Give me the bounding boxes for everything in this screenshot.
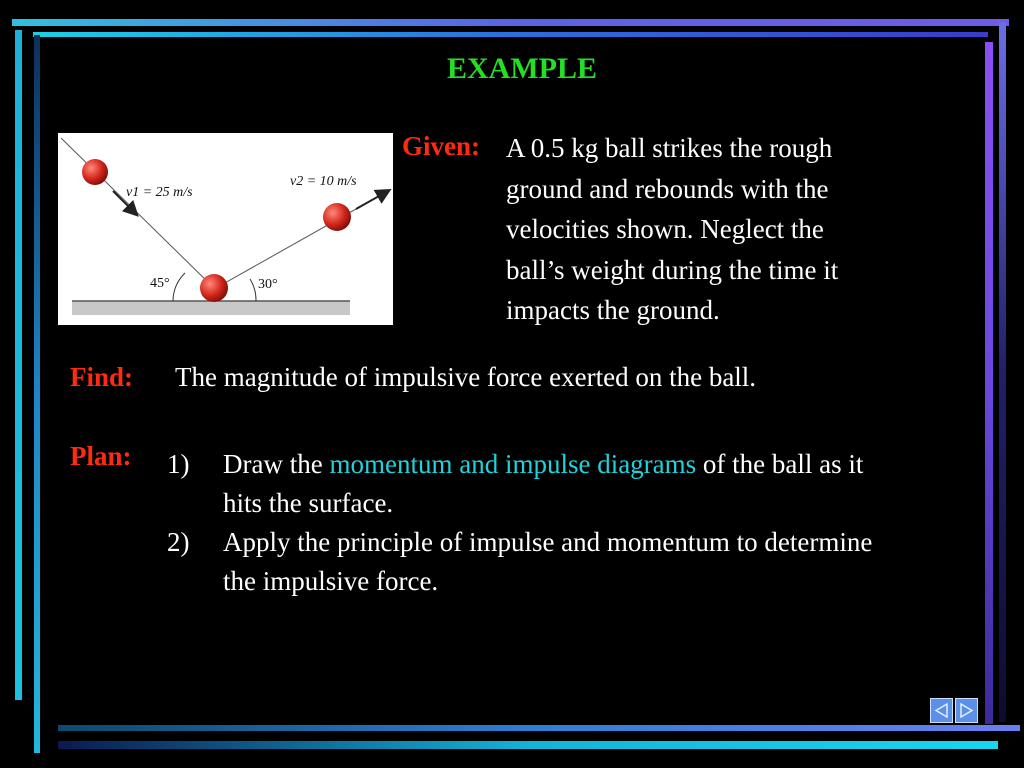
angle-30-label: 30° [258,277,278,292]
right-triangle-icon [958,702,975,719]
angle-arc-30 [250,279,256,301]
plan-item-1 [167,445,907,523]
plan-item-highlight: momentum and impulse diagrams [329,449,697,479]
given-line: velocities shown. Neglect the [506,214,824,244]
ball-rebound [323,203,351,231]
frame-bottom-inner-bar [58,741,998,749]
frame-left-inner-bar [34,35,40,753]
frame-left-bar [15,30,22,700]
frame-right-outer-bar [999,22,1006,722]
angle-arc-45 [173,273,185,301]
v2-arrow [356,191,388,209]
ball-rebound-figure [58,133,393,325]
plan-item-2 [167,523,907,601]
given-line: ball’s weight during the time it [506,254,839,285]
given-line: A 0.5 kg ball strikes the rough [506,133,833,163]
slide-title: EXAMPLE [447,52,597,85]
find-text: The magnitude of impulsive force exerted on the ball. [175,362,757,392]
given-line: impacts the ground. [506,295,720,325]
plan-item-text: Apply the principle of impulse and momentum to determine the impulsive force. [223,527,873,596]
given-text [506,128,966,331]
plan-item-text: of the ball as it hits the surface. [223,449,864,518]
ball-impact [200,274,228,302]
frame-right-bar [985,42,993,724]
ground [72,301,350,315]
plan-item-text: Draw the [223,449,330,479]
find-label: Find: [70,362,134,392]
frame-top-inner-bar [33,32,988,37]
given-line: ground and rebounds with the [506,173,829,204]
plan-list [167,445,907,601]
next-slide-button[interactable] [955,698,978,723]
v1-label: v1 = 25 m/s [126,185,193,200]
frame-bottom-bar [58,725,1020,731]
frame-top-bar [12,19,1009,26]
previous-slide-button[interactable] [930,698,953,723]
ball-rebound-diagram [58,133,393,325]
plan-item-number: 1) [167,449,190,479]
plan-label: Plan: [70,441,132,471]
ball-incoming [82,159,108,185]
incoming-path [61,138,214,288]
slide-navigation [930,698,978,723]
left-triangle-icon [933,702,950,719]
angle-45-label: 45° [150,276,170,291]
v2-label: v2 = 10 m/s [290,174,357,189]
plan-item-number: 2) [167,527,190,557]
given-label: Given: [402,131,480,161]
